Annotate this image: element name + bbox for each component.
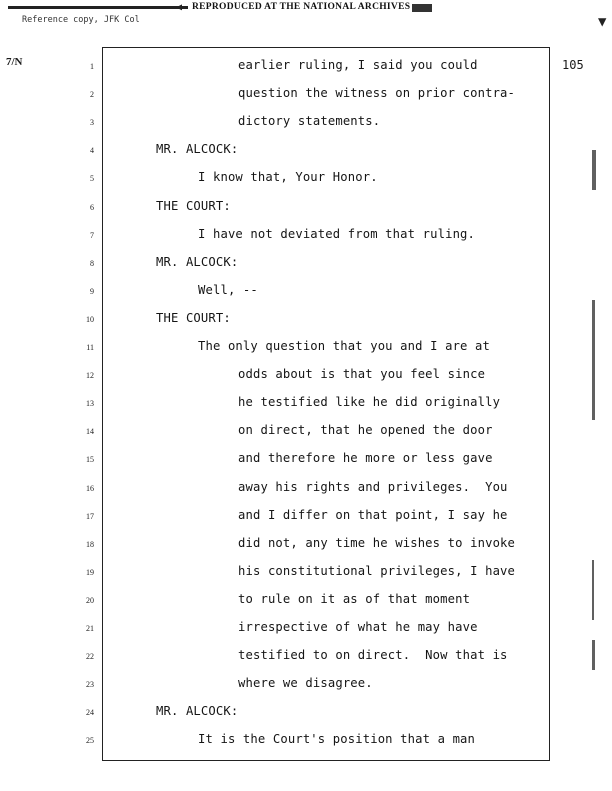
transcript-line — [0, 480, 612, 500]
line-text: question the witness on prior contra- — [238, 86, 516, 101]
line-text: THE COURT: — [156, 310, 231, 325]
line-text: away his rights and privileges. You — [238, 479, 508, 494]
edge-mark-icon: ▼ — [598, 14, 607, 30]
line-number: 14 — [86, 427, 94, 437]
transcript-line — [0, 58, 612, 78]
line-text: odds about is that you feel since — [238, 367, 486, 382]
scan-artifact — [592, 300, 595, 420]
transcript-line — [0, 395, 612, 415]
transcript-line — [0, 536, 612, 556]
transcript-line — [0, 508, 612, 528]
stamp-bar — [8, 6, 188, 9]
transcript-line — [0, 311, 612, 331]
line-text: It is the Court's position that a man — [198, 732, 476, 747]
line-text: MR. ALCOCK: — [156, 142, 239, 157]
line-number: 2 — [90, 90, 94, 100]
line-text: he testified like he did originally — [238, 395, 501, 410]
line-number: 16 — [86, 483, 94, 493]
line-text: on direct, that he opened the door — [238, 423, 493, 438]
line-number: 23 — [86, 680, 94, 690]
line-number: 5 — [90, 174, 94, 184]
line-number: 11 — [86, 343, 94, 352]
page-number: 105 — [562, 58, 584, 72]
line-text: and therefore he more or less gave — [238, 451, 493, 466]
line-text: I know that, Your Honor. — [198, 170, 378, 185]
transcript-line — [0, 676, 612, 696]
line-text: his constitutional privileges, I have — [238, 563, 516, 578]
line-text: irrespective of what he may have — [238, 620, 478, 634]
transcript-line — [0, 227, 612, 247]
transcript-line — [0, 704, 612, 724]
stamp-smudge — [200, 17, 300, 27]
line-text: I have not deviated from that ruling. — [198, 226, 476, 241]
line-number: 22 — [86, 652, 94, 662]
line-text: where we disagree. — [238, 676, 373, 691]
transcript-line — [0, 592, 612, 612]
line-number: 15 — [86, 455, 94, 465]
line-text: MR. ALCOCK: — [156, 704, 239, 719]
line-number: 3 — [90, 118, 94, 128]
line-text: and I differ on that point, I say he — [238, 507, 508, 522]
line-text: MR. ALCOCK: — [156, 254, 239, 269]
line-number: 10 — [86, 314, 94, 324]
transcript-line — [0, 170, 612, 190]
line-text: The only question that you and I are at — [198, 339, 491, 353]
line-number: 4 — [90, 146, 94, 156]
stamp-arrow-icon: ◀ — [176, 2, 183, 13]
line-number: 20 — [86, 595, 94, 605]
transcript-line — [0, 86, 612, 106]
line-text: THE COURT: — [156, 198, 231, 213]
transcript-line — [0, 367, 612, 387]
line-text: dictory statements. — [238, 114, 381, 129]
stamp-block — [412, 4, 432, 12]
transcript-line — [0, 423, 612, 443]
transcript-line — [0, 339, 612, 359]
line-number: 21 — [86, 624, 94, 633]
transcript-line — [0, 199, 612, 219]
line-number: 9 — [90, 286, 94, 296]
line-number: 12 — [86, 371, 94, 381]
transcript-line — [0, 114, 612, 134]
line-text: testified to on direct. Now that is — [238, 648, 508, 663]
line-number: 24 — [86, 708, 94, 718]
line-number: 19 — [86, 567, 94, 577]
transcript-line — [0, 564, 612, 584]
archives-stamp: REPRODUCED AT THE NATIONAL ARCHIVES — [192, 2, 411, 12]
line-text: Well, -- — [198, 282, 258, 297]
reference-copy-label: Reference copy, JFK Col — [22, 15, 140, 25]
line-number: 25 — [86, 736, 94, 746]
line-number: 8 — [90, 258, 94, 268]
line-number: 6 — [90, 202, 94, 212]
transcript-line — [0, 648, 612, 668]
line-number: 13 — [86, 399, 94, 409]
line-number: 18 — [86, 539, 94, 549]
line-number: 7 — [90, 230, 94, 240]
transcript-line — [0, 732, 612, 752]
scan-artifact — [592, 640, 595, 670]
transcript-line — [0, 451, 612, 471]
transcript-line — [0, 142, 612, 162]
line-number: 1 — [90, 62, 94, 71]
margin-mark: 7/N — [6, 56, 23, 68]
transcript-line — [0, 255, 612, 275]
scan-artifact — [592, 150, 596, 190]
line-number: 17 — [86, 511, 94, 521]
transcript-line — [0, 283, 612, 303]
line-text: to rule on it as of that moment — [238, 591, 471, 606]
transcript-line — [0, 620, 612, 640]
line-text: earlier ruling, I said you could — [238, 58, 478, 72]
scan-artifact — [592, 560, 594, 620]
line-text: did not, any time he wishes to invoke — [238, 535, 516, 550]
